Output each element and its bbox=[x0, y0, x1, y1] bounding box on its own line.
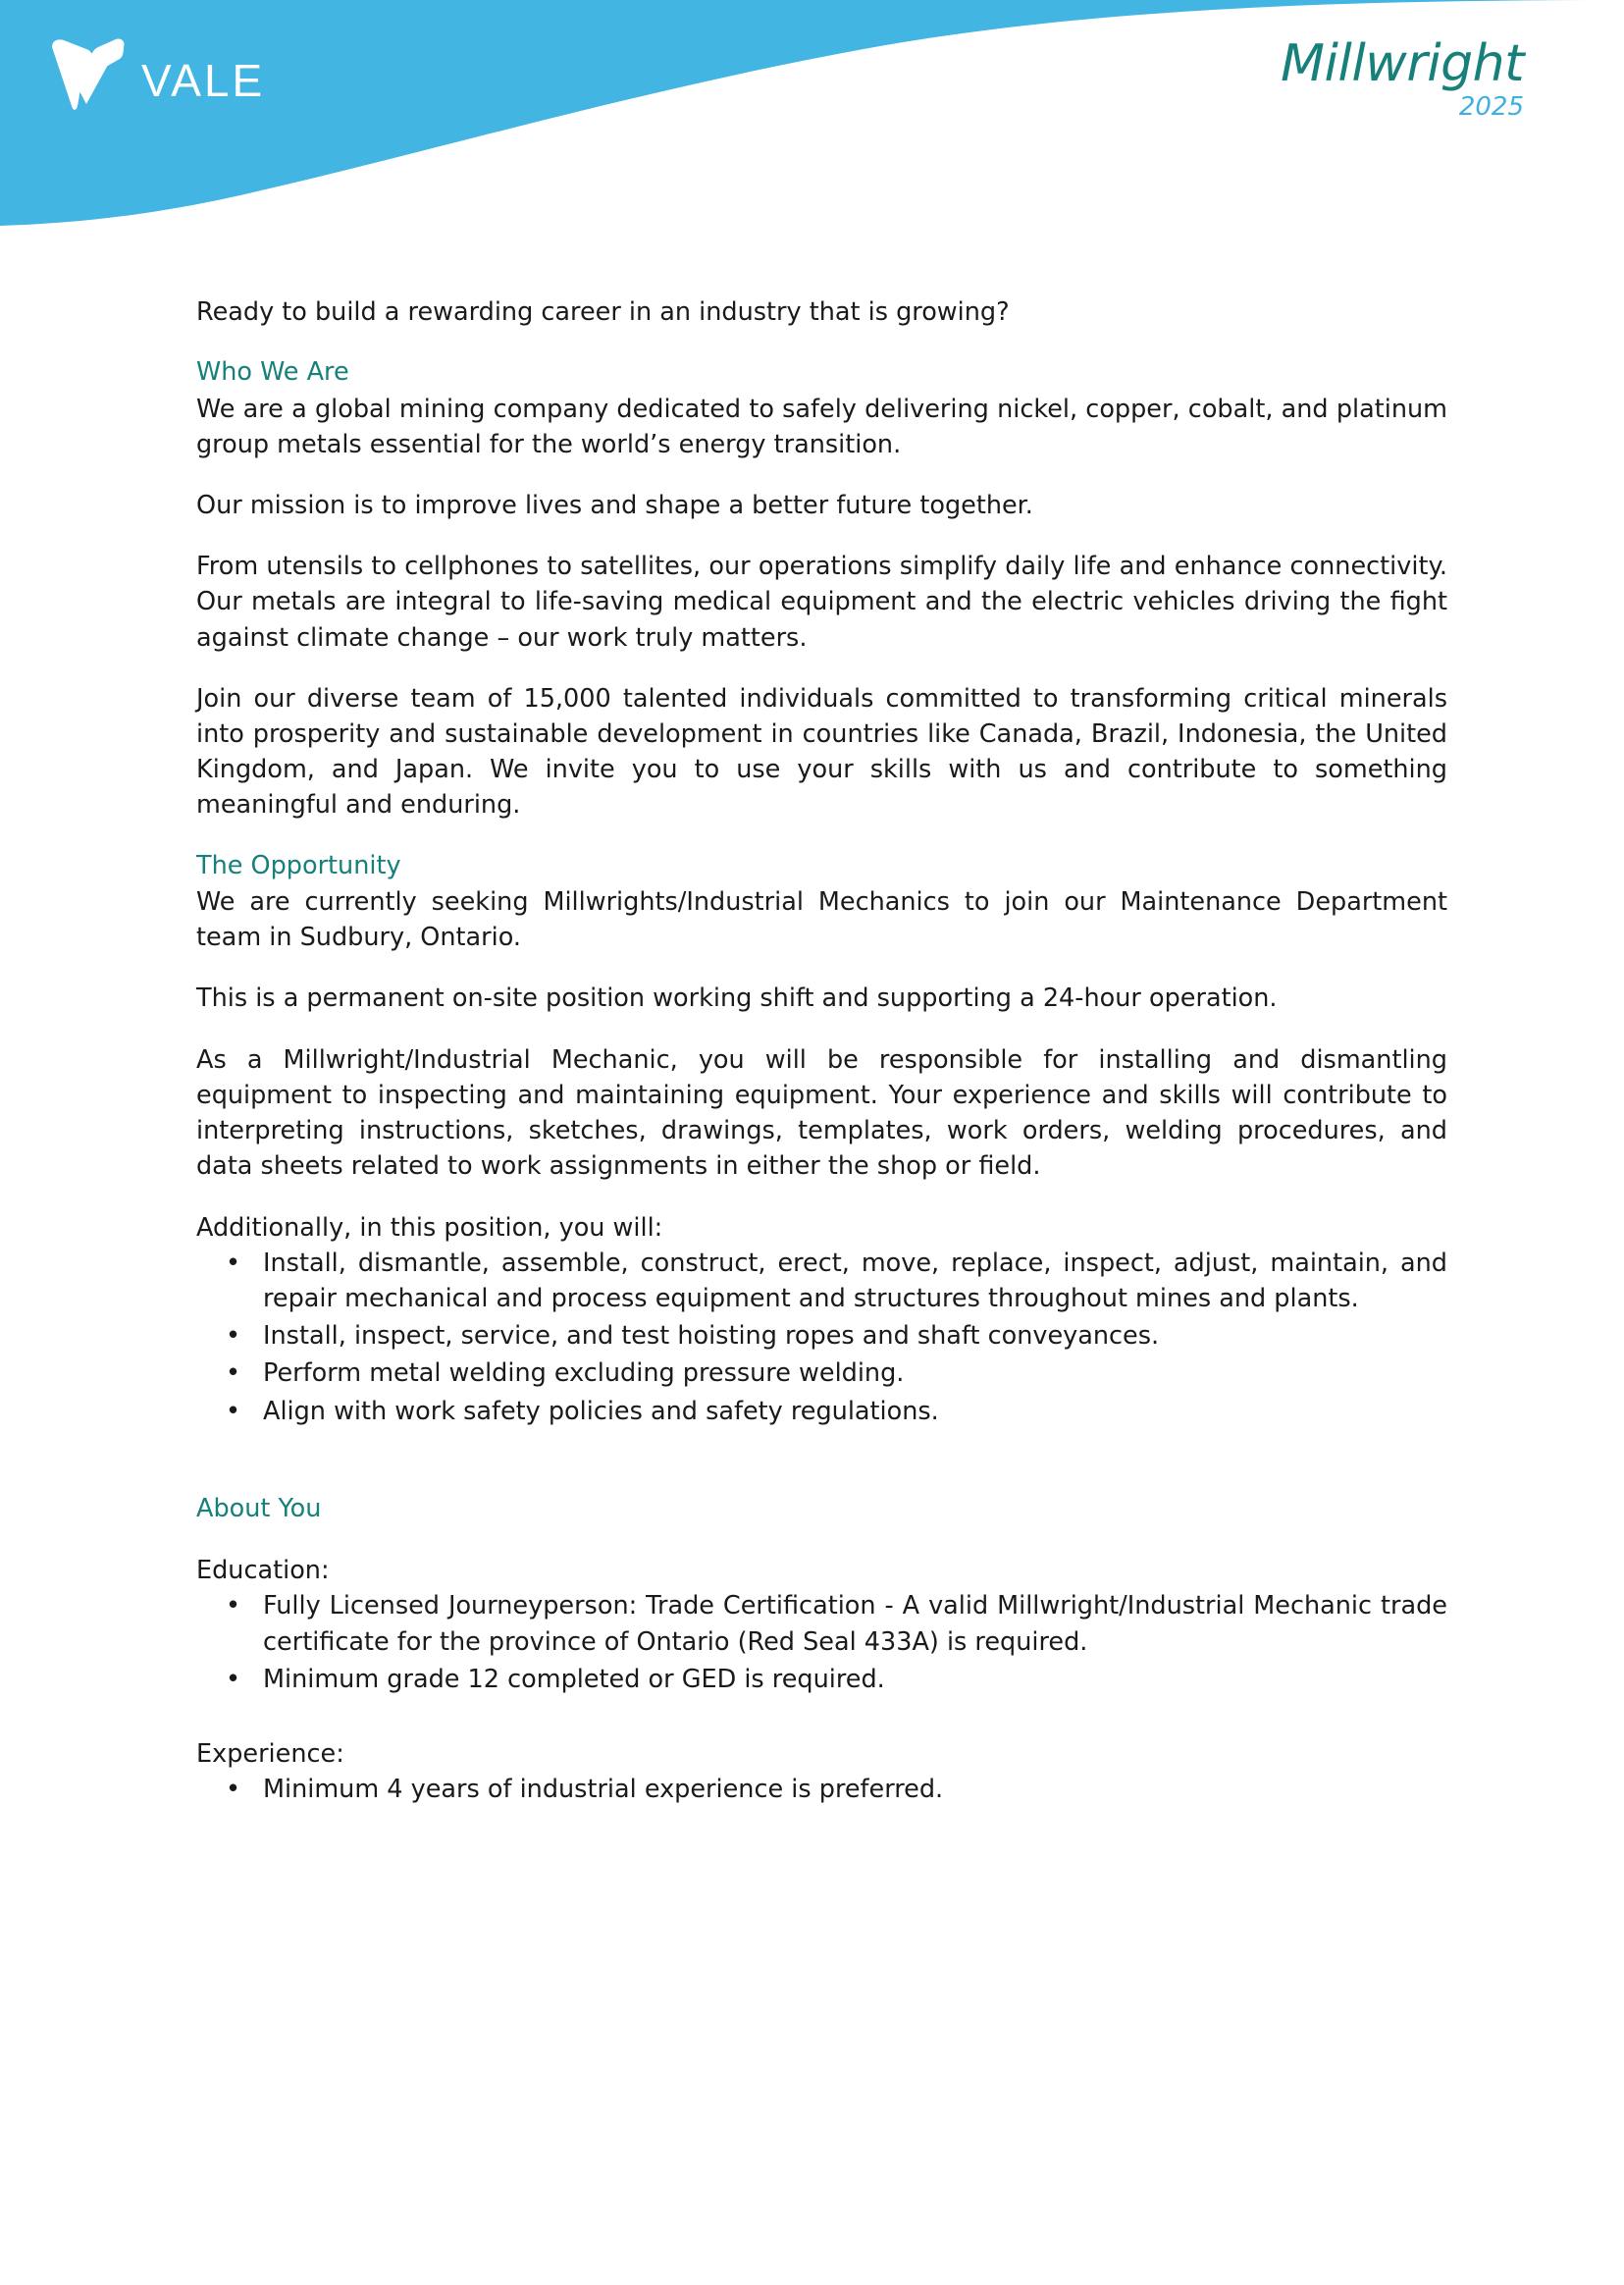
responsibilities-lead-in: Additionally, in this position, you will: bbox=[196, 1212, 663, 1243]
list-item-text: Install, dismantle, assemble, construct, erect, move, replace, inspect, adjust, maintain, and repair mechanical and process equipment and structures throughout mines and plants. bbox=[263, 1248, 1447, 1313]
list-item-text: Minimum 4 years of industrial experience is preferred. bbox=[263, 1775, 944, 1805]
document-body bbox=[196, 294, 1447, 1809]
section-heading-who-we-are: Who We Are bbox=[196, 357, 349, 388]
list-item-text: Align with work safety policies and safety regulations. bbox=[263, 1396, 939, 1426]
bullet-dot-icon: • bbox=[226, 1358, 241, 1389]
list-item-text: Install, inspect, service, and test hoisting ropes and shaft conveyances. bbox=[263, 1321, 1160, 1352]
paragraph-opportunity-2: This is a permanent on-site position working shift and supporting a 24-hour operation. bbox=[196, 983, 1278, 1014]
page-header bbox=[0, 0, 1624, 226]
bullet-dot-icon: • bbox=[226, 1396, 241, 1426]
bullet-dot-icon: • bbox=[226, 1664, 241, 1694]
section-spacer bbox=[196, 1431, 1447, 1492]
paragraph-who-we-are-2: Our mission is to improve lives and shape a better future together. bbox=[196, 491, 1033, 521]
subsection-label-experience: Experience: bbox=[196, 1738, 344, 1769]
paragraph-who-we-are-4: Join our diverse team of 15,000 talented individuals committed to transforming critical minerals into prosperity and sustainable development in countries like Canada, Brazil, Indonesia, the United Kingdom, and Japan. We invite you to use your skills with us and contribute to something meaningful and enduring. bbox=[196, 683, 1447, 821]
spacer bbox=[196, 1527, 1447, 1553]
bullet-dot-icon: • bbox=[226, 1591, 241, 1621]
list-item-text: Minimum grade 12 completed or GED is required. bbox=[263, 1664, 885, 1694]
list-item-text: Fully Licensed Journeyperson: Trade Certification - A valid Millwright/Industrial Mechanic trade certificate for the province of Ontario (Red Seal 433A) is required. bbox=[263, 1591, 1447, 1657]
job-year: 2025 bbox=[1458, 91, 1524, 122]
section-heading-the-opportunity: The Opportunity bbox=[196, 850, 401, 880]
list-item bbox=[196, 1588, 1447, 1659]
job-title: Millwright bbox=[1281, 34, 1524, 93]
bullet-dot-icon: • bbox=[226, 1775, 241, 1805]
vale-v-bird-logo-icon bbox=[47, 35, 128, 112]
subsection-label-education: Education: bbox=[196, 1556, 330, 1586]
list-item bbox=[196, 1318, 1447, 1354]
list-item-text: Perform metal welding excluding pressure welding. bbox=[263, 1358, 905, 1389]
paragraph-opportunity-3: As a Millwright/Industrial Mechanic, you will be responsible for installing and dismantling equipment to inspecting and maintaining equipment. Your experience and skills will contribute to interpreting instructions, sketches, drawings, templates, work orders, welding procedures, and data sheets related to work assignments in either the shop or field. bbox=[196, 1044, 1447, 1182]
spacer bbox=[196, 1699, 1447, 1736]
vale-logo bbox=[47, 35, 265, 112]
experience-list bbox=[196, 1772, 1447, 1807]
bullet-dot-icon: • bbox=[226, 1321, 241, 1352]
paragraph-who-we-are-1: We are a global mining company dedicated to safely delivering nickel, copper, cobalt, and platinum group metals essential for the world’s energy transition. bbox=[196, 394, 1447, 459]
header-title-block bbox=[1281, 34, 1524, 122]
list-item bbox=[196, 1355, 1447, 1391]
list-item bbox=[196, 1394, 1447, 1429]
list-item bbox=[196, 1246, 1447, 1316]
intro-paragraph: Ready to build a rewarding career in an industry that is growing? bbox=[196, 297, 1010, 327]
list-item bbox=[196, 1662, 1447, 1697]
vale-logo-wordmark: VALE bbox=[141, 55, 266, 106]
section-heading-about-you: About You bbox=[196, 1493, 322, 1523]
education-list bbox=[196, 1588, 1447, 1697]
paragraph-opportunity-1: We are currently seeking Millwrights/Industrial Mechanics to join our Maintenance Department team in Sudbury, Ontario. bbox=[196, 887, 1447, 953]
bullet-dot-icon: • bbox=[226, 1248, 241, 1278]
list-item bbox=[196, 1772, 1447, 1807]
responsibilities-list bbox=[196, 1246, 1447, 1429]
paragraph-who-we-are-3: From utensils to cellphones to satellites, our operations simplify daily life and enhance connectivity. Our metals are integral to life-saving medical equipment and the electric vehicles driving the fight against climate change – our work truly matters. bbox=[196, 552, 1447, 653]
